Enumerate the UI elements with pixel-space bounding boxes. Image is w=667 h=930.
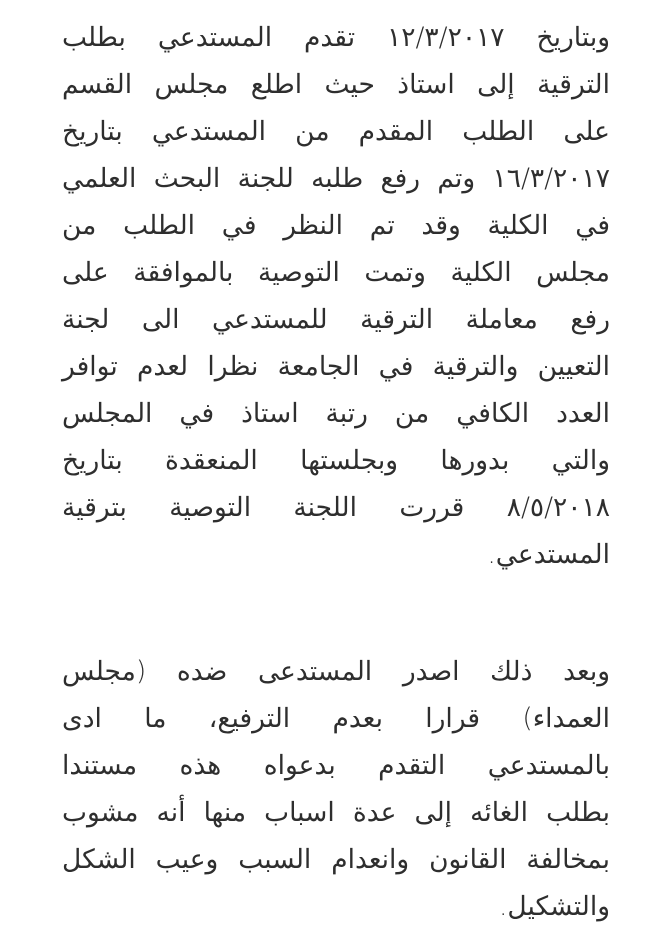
document-body [62, 14, 610, 930]
text-line: بمخالفة القانون وانعدام السبب وعيب الشكل [62, 844, 610, 875]
text-line: الترقية إلى استاذ حيث اطلع مجلس القسم [62, 69, 610, 100]
text-line: وبعد ذلك اصدر المستدعى ضده (مجلس [62, 656, 610, 687]
text-line: والتي بدورها وبجلستها المنعقدة بتاريخ [62, 445, 610, 476]
paragraph-promotion-request [62, 14, 610, 578]
text-line: ١٦/٣/٢٠١٧ وتم رفع طلبه للجنة البحث العلمي [62, 163, 610, 194]
text-line: مجلس الكلية وتمت التوصية بالموافقة على [62, 257, 610, 288]
text-line: في الكلية وقد تم النظر في الطلب من [62, 210, 610, 241]
paragraph-deans-council-decision [62, 648, 610, 930]
text-line: المستدعي. [487, 539, 610, 570]
text-line: العمداء) قرارا بعدم الترفيع، ما ادى [62, 703, 610, 734]
text-line: وبتاريخ ١٢/٣/٢٠١٧ تقدم المستدعي بطلب [62, 22, 610, 53]
text-line: والتشكيل. [499, 891, 610, 922]
text-line: بطلب الغائه إلى عدة اسباب منها أنه مشوب [62, 797, 610, 828]
text-line: العدد الكافي من رتبة استاذ في المجلس [62, 398, 610, 429]
text-line: على الطلب المقدم من المستدعي بتاريخ [62, 116, 610, 147]
paragraph-spacer [62, 578, 610, 648]
text-line: بالمستدعي التقدم بدعواه هذه مستندا [62, 750, 610, 781]
text-line: ٨/٥/٢٠١٨ قررت اللجنة التوصية بترقية [62, 492, 610, 523]
text-line: رفع معاملة الترقية للمستدعي الى لجنة [62, 304, 610, 335]
text-line: التعيين والترقية في الجامعة نظرا لعدم توافر [62, 351, 610, 382]
